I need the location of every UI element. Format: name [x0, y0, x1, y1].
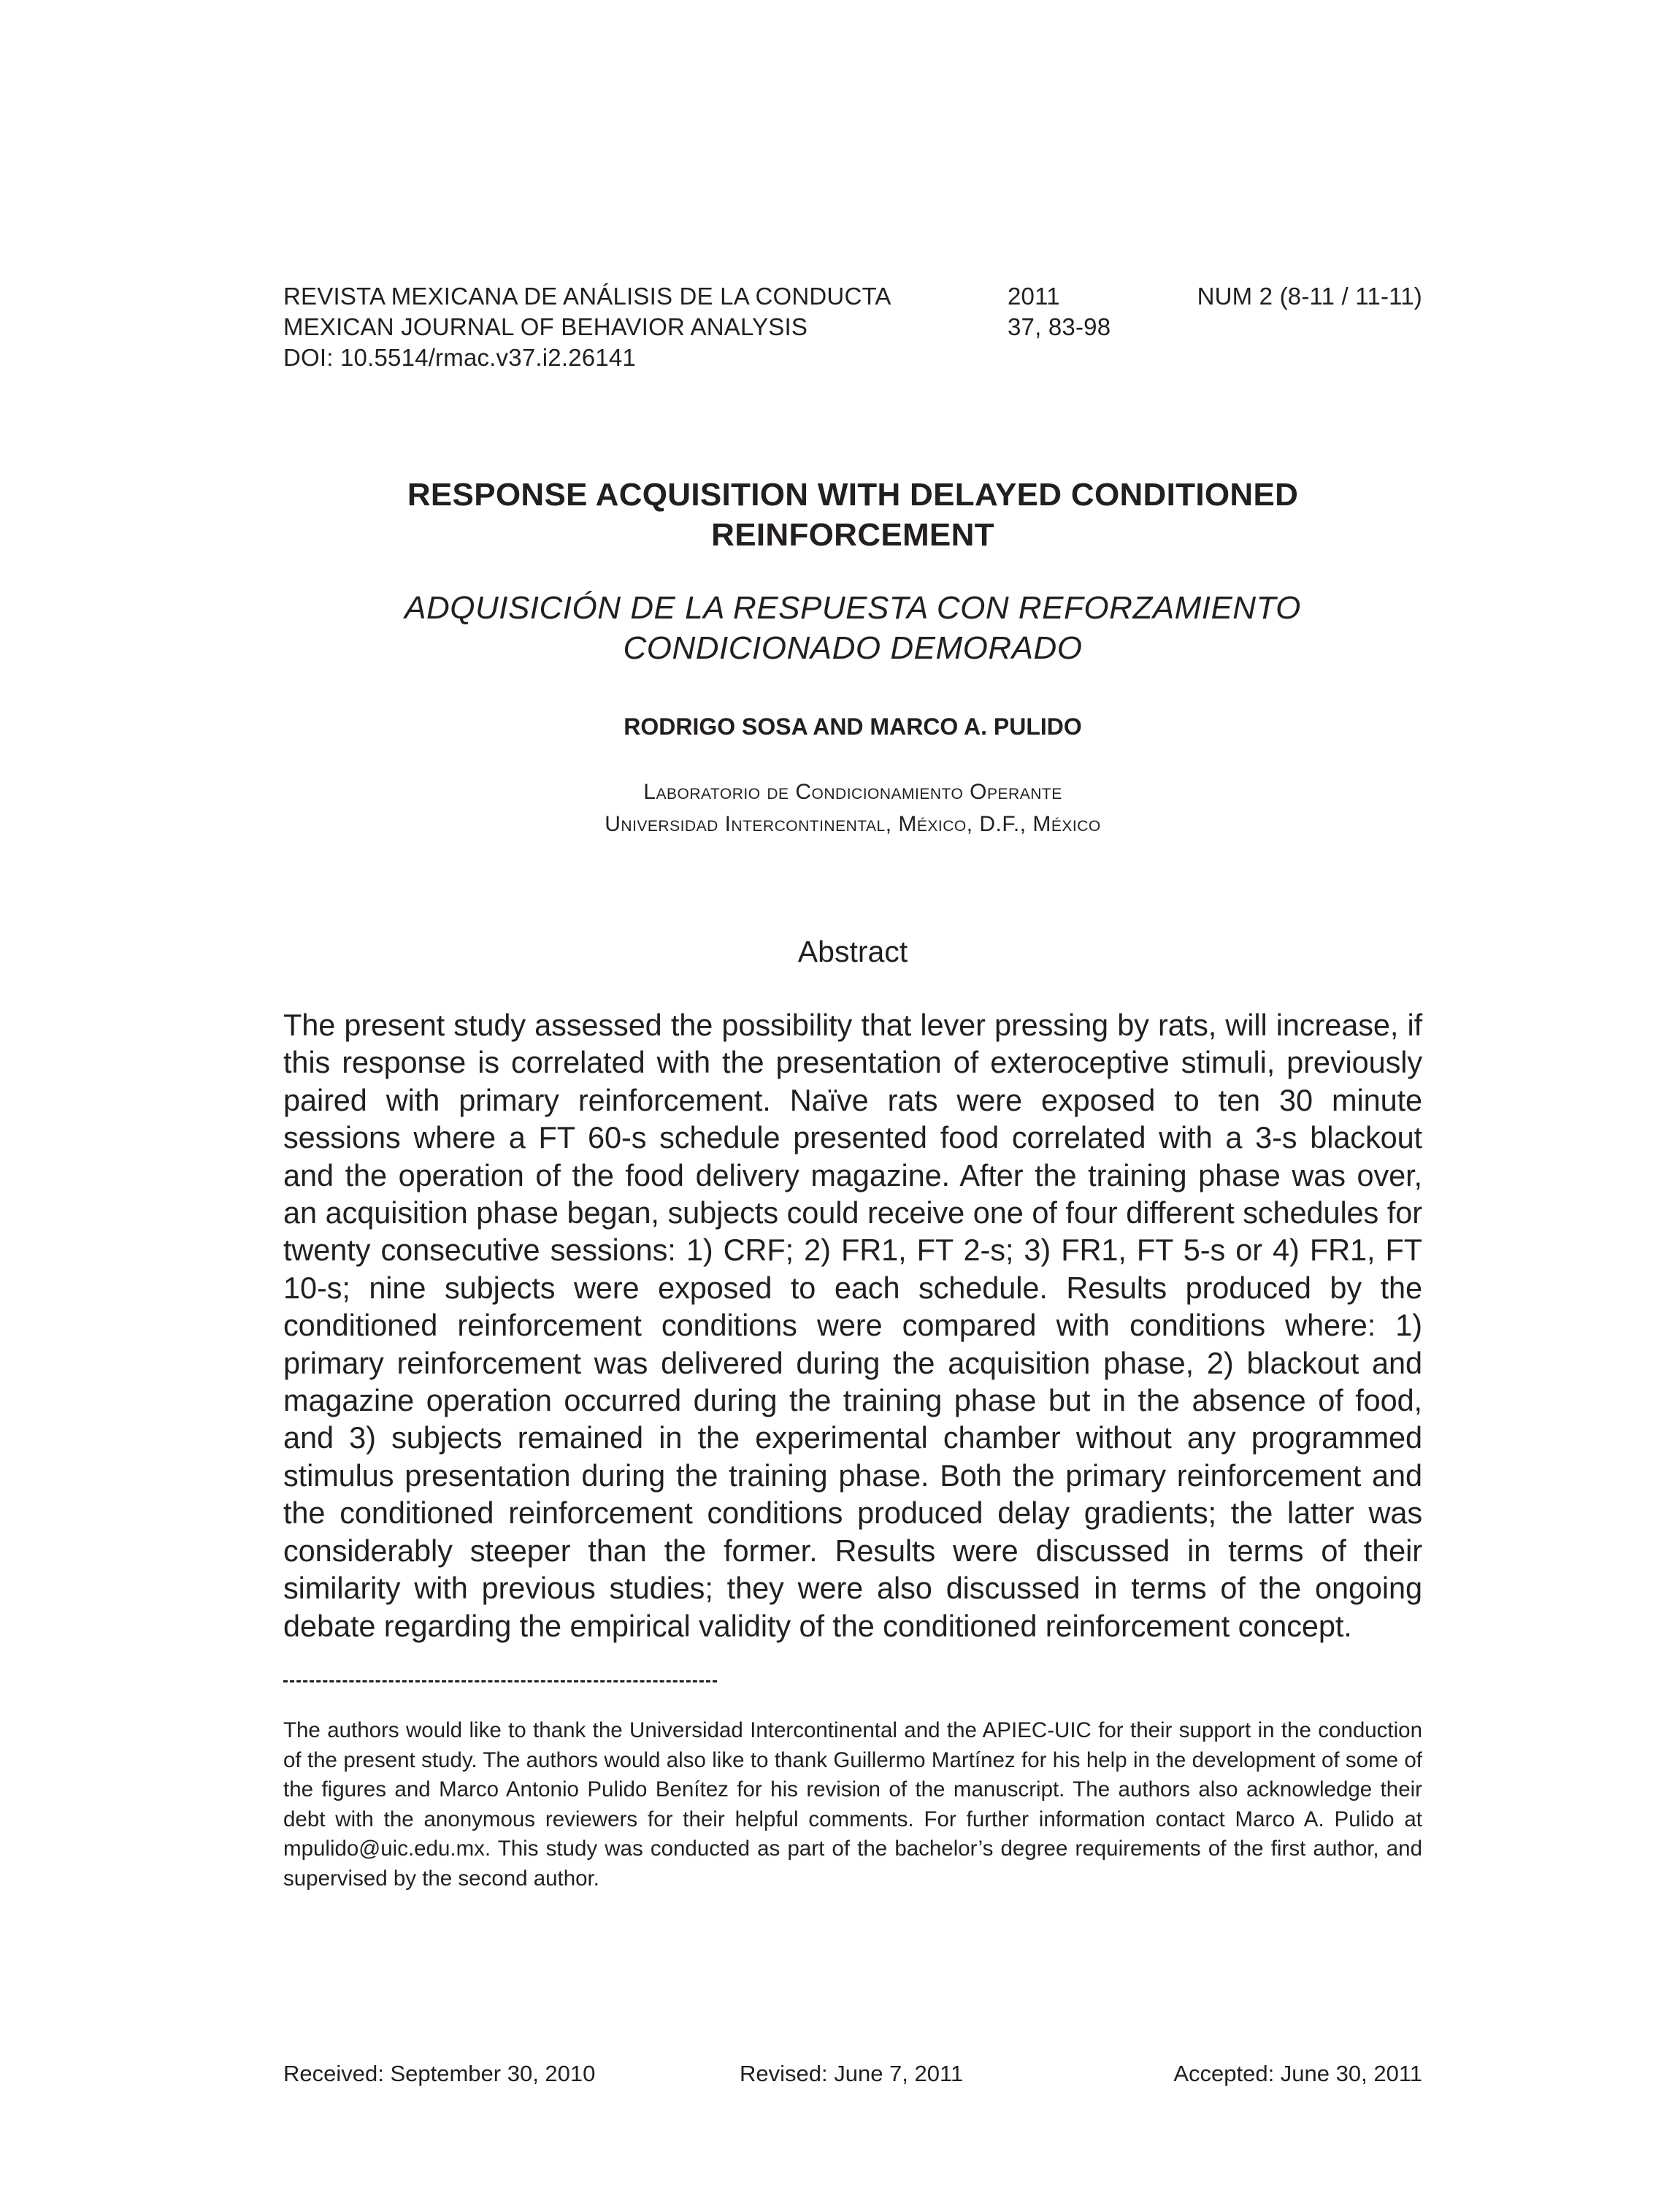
submission-dates [283, 2058, 1422, 2090]
article-affiliation [283, 776, 1422, 840]
journal-year: 2011 [1008, 283, 1060, 310]
abstract-heading: Abstract [797, 935, 908, 968]
journal-header-row-2 [283, 312, 1422, 342]
journal-header-row-1 [283, 281, 1422, 312]
article-authors: RODRIGO SOSA AND MARCO A. PULIDO [624, 713, 1082, 740]
journal-doi: DOI: 10.5514/rmac.v37.i2.26141 [283, 344, 636, 371]
affiliation-line-2: Universidad Intercontinental, México, D.F., México [605, 812, 1101, 836]
article-title-spanish-line-1: ADQUISICIÓN DE LA RESPUESTA CON REFORZAMIENTO [404, 590, 1301, 626]
date-accepted: Accepted: June 30, 2011 [1173, 2061, 1422, 2086]
article-title-spanish-line-2: CONDICIONADO DEMORADO [623, 630, 1083, 666]
footnote-separator [283, 1680, 717, 1682]
article-title-line-1: RESPONSE ACQUISITION WITH DELAYED CONDITIONED [407, 477, 1299, 513]
article-title-line-2: REINFORCEMENT [711, 517, 994, 553]
article-title [283, 475, 1422, 555]
date-revised: Revised: June 7, 2011 [740, 2061, 964, 2086]
journal-volume-pages: 37, 83-98 [1008, 313, 1111, 340]
journal-header-row-3 [283, 342, 1422, 373]
journal-issue: NUM 2 (8-11 / 11-11) [1197, 283, 1422, 310]
date-received: Received: September 30, 2010 [283, 2061, 596, 2086]
journal-name-es: REVISTA MEXICANA DE ANÁLISIS DE LA CONDUCTA [283, 283, 891, 310]
footnote-acknowledgements: The authors would like to thank the Universidad Intercontinental and the APIEC-UIC for their support in the conduction of the present study. The authors would also like to thank Guillermo Martínez for his help in the development of some of the figures and Marco Antonio Pulido Benítez for his revision of the manuscript. The authors also acknowledge their debt with the anonymous reviewers for their helpful comments. For further information contact Marco A. Pulido at mpulido@uic.edu.mx. This study was conducted as part of the bachelor’s degree requirements of the first author, and supervised by the second author. [283, 1718, 1422, 1891]
affiliation-line-1: Laboratorio de Condicionamiento Operante [643, 780, 1062, 804]
article-title-spanish [283, 588, 1422, 668]
journal-name-en: MEXICAN JOURNAL OF BEHAVIOR ANALYSIS [283, 313, 808, 340]
abstract-body: The present study assessed the possibility that lever pressing by rats, will increase, if this response is correlated with the presentation of exteroceptive stimuli, previously paired with primary reinforcement. Naïve rats were exposed to ten 30 minute sessions where a FT 60-s schedule presented food correlated with a 3-s blackout and the operation of the food delivery magazine. After the training phase was over, an acquisition phase began, subjects could receive one of four different schedules for twenty consecutive sessions: 1) CRF; 2) FR1, FT 2-s; 3) FR1, FT 5-s or 4) FR1, FT 10-s; nine subjects were exposed to each schedule. Results produced by the conditioned reinforcement conditions were compared with conditions where: 1) primary reinforcement was delivered during the acquisition phase, 2) blackout and magazine operation occurred during the training phase but in the absence of food, and 3) subjects remained in the experimental chamber without any programmed stimulus presentation during the training phase. Both the primary reinforcement and the conditioned reinforcement conditions produced delay gradients; the latter was considerably steeper than the former. Results were discussed in terms of their similarity with previous studies; they were also discussed in terms of the ongoing debate regarding the empirical validity of the conditioned reinforcement concept. [283, 1008, 1422, 1643]
journal-header [283, 281, 1422, 373]
